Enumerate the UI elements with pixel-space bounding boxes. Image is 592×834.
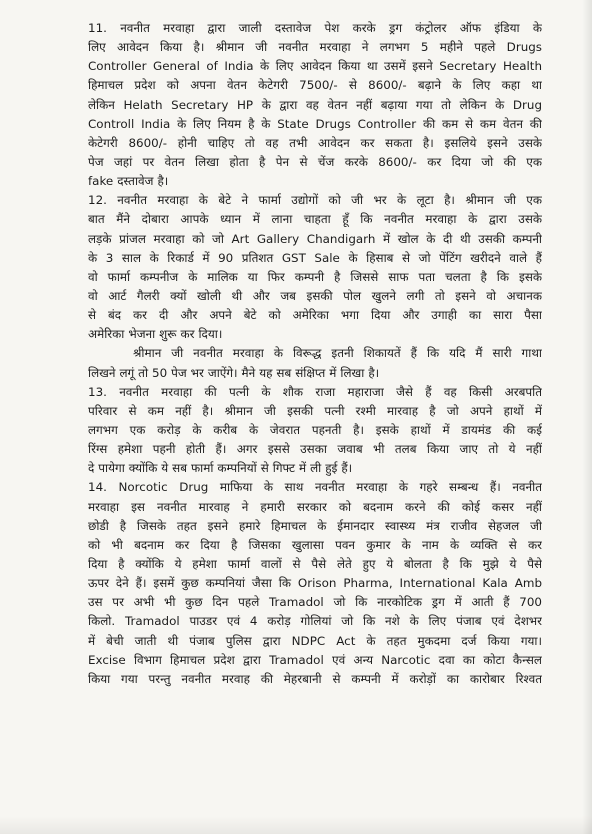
paragraph-11-line: लेकिन Helath Secretary HP के द्वारा वह वेतन नहीं बढ़ाया गया तो लेकिन के Drug bbox=[88, 97, 542, 112]
paragraph-11-line: Controller General of India के लिए आवेदन किया था उसमें इसने Secretary Health bbox=[88, 59, 542, 74]
paragraph-11-line: लिए आवेदन किया है। श्रीमान जी नवनीत मरवाहा ने लगभग 5 महीने पहले Drugs bbox=[88, 40, 542, 55]
paragraph-14-line: में बेची जाती थी पंजाब पुलिस द्वारा NDPC Act के तहत मुकदमा दर्ज किया गया। bbox=[88, 633, 542, 648]
paragraph-14-line: को भी बदनाम कर दिया है जिसका खुलासा पवन कुमार के नाम के व्यक्ति से कर bbox=[88, 537, 542, 552]
paragraph-14-line: ऊपर देने हैं। इसमें कुछ कम्पनियां जैसा कि Orison Pharma, International Kala Amb bbox=[88, 576, 542, 591]
paragraph-14-line: दिया है क्योंकि ये हमेशा फार्मा वालों से पैसे लेते हुए ये बोलता है कि मुझे ये पैसे bbox=[88, 556, 542, 571]
paragraph-11-line: 11. नवनीत मरवाहा द्वारा जाली दस्तावेज पेश करके ड्रग कंट्रोलर ऑफ इंडिया के bbox=[88, 21, 542, 35]
paragraph-12-line: लड़के प्रांजल मरवाहा को जो Art Gallery Chandigarh में खोल के दी थी उसकी कम्पनी bbox=[88, 231, 542, 246]
paragraph-14-line: किलो. Tramadol पाउडर एवं 4 करोड़ गोलियां जो कि नशे के लिए पंजाब एवं देशभर bbox=[88, 614, 542, 629]
page-bottom-shadow bbox=[0, 816, 592, 834]
paragraph-14-line: 14. Norcotic Drug माफिया के साथ नवनीत मरवाहा के गहरे सम्बन्ध हैं। नवनीत bbox=[88, 480, 542, 495]
paragraph-11-line: केटेगरी 8600/- होनी चाहिए तो वह तभी आवेदन कर सकता है। इसलिये इसने उसके bbox=[88, 135, 542, 150]
paragraph-14-line: किया गया परन्तु नवनीत मरवाह की मेहरबानी से कम्पनी में करोड़ों का कारोबार रिश्वत bbox=[88, 671, 542, 686]
page-edge-shadow bbox=[582, 0, 592, 834]
paragraph-11-line: Controll India के लिए नियम है के State Drugs Controller की कम से कम वेतन की bbox=[88, 116, 542, 131]
paragraph-11-line: हिमाचल प्रदेश को अपना वेतन केटेगरी 7500/- से 8600/- बढ़ाने के लिए कहा था bbox=[88, 78, 542, 93]
paragraph-12-line: 12. नवनीत मरवाहा के बेटे ने फार्मा उद्योगों को जी भर के लूटा है। श्रीमान जी एक bbox=[88, 193, 542, 208]
paragraph-14-line: मरवाहा इस नवनीत मारवाह ने हमारी सरकार को बदनाम करने की कोई कसर नहीं bbox=[88, 499, 542, 514]
paragraph-12-line: वो आर्ट गैलरी क्यों खोली थी और जब इसकी पोल खुलने लगी तो इसने वो अचानक bbox=[88, 288, 542, 303]
paragraph-13-line: 13. नवनीत मरवाहा की पत्नी के शौक राजा महाराजा जैसे हैं वह किसी अरबपति bbox=[88, 384, 542, 399]
paragraph-14-line: छोडी है जिसके तहत इसने हमारे हिमाचल के ईमानदार स्वास्थ्य मंत्र राजीव सेहजल जी bbox=[88, 518, 542, 533]
paragraph-14-line: Excise विभाग हिमाचल प्रदेश द्वारा Tramadol एवं अन्य Narcotic दवा का कोटा कैन्सल bbox=[88, 652, 542, 667]
paragraph-12-line: के 3 साल के रिकार्ड में 90 प्रतिशत GST Sale के हिसाब से जो पेंटिंग खरीदने वाले हैं bbox=[88, 250, 542, 265]
document-body bbox=[88, 19, 542, 689]
paragraph-13-line: दे पायेगा क्योंकि ये सब फार्मा कम्पनियों से गिफ्ट में ली हुई हैं। bbox=[88, 461, 353, 476]
paragraph-13-line: परिवार से कम नहीं है। श्रीमान जी इसकी पत्नी रश्मी मारवाह है जो अपने हाथों में bbox=[88, 403, 542, 418]
summary-line: श्रीमान जी नवनीत मरवाहा के विरूद्ध इतनी शिकायतें हैं कि यदि मैं सारी गाथा bbox=[133, 346, 542, 361]
paragraph-11-line: पेज जहां पर वेतन लिखा होता है पेन से चेंज करके 8600/- कर दिया जो की एक bbox=[88, 154, 542, 169]
paragraph-12-line: अमेरिका भेजना शुरू कर दिया। bbox=[88, 327, 223, 342]
paragraph-11-line: fake दस्तावेज है। bbox=[88, 174, 169, 189]
paragraph-12-line: वो फार्मा कम्पनीज के मालिक या फिर कम्पनी है जिससे साफ पता चलता है कि इसके bbox=[88, 269, 542, 284]
paragraph-13-line: लगभग एक करोड़ के करीब के जेवरात पहनती है। इसके हाथों में डायमंड की कई bbox=[88, 422, 542, 437]
summary-line: लिखने लगूं तो 50 पेज भर जाऐंगे। मैने यह सब संक्षिप्त में लिखा है। bbox=[88, 365, 380, 380]
paragraph-12-line: बात मैंने दोबारा आपके ध्यान में लाना चाहता हूँ कि नवनीत मरवाहा के द्वारा उसके bbox=[88, 212, 542, 227]
paragraph-12-line: से बंद कर दी और अपने बेटे को अमेरिका भगा दिया और उगाही का सारा पैसा bbox=[88, 308, 542, 323]
paragraph-14-line: उस पर अभी भी कुछ दिन पहले Tramadol जो कि नारकोटिक ड्रग में आती हैं 700 bbox=[88, 595, 542, 610]
paragraph-13-line: रिंग्स हमेशा पहनी होती हैं। अगर इससे उसका जवाब भी तलब किया जाए तो ये नहीं bbox=[88, 442, 542, 457]
